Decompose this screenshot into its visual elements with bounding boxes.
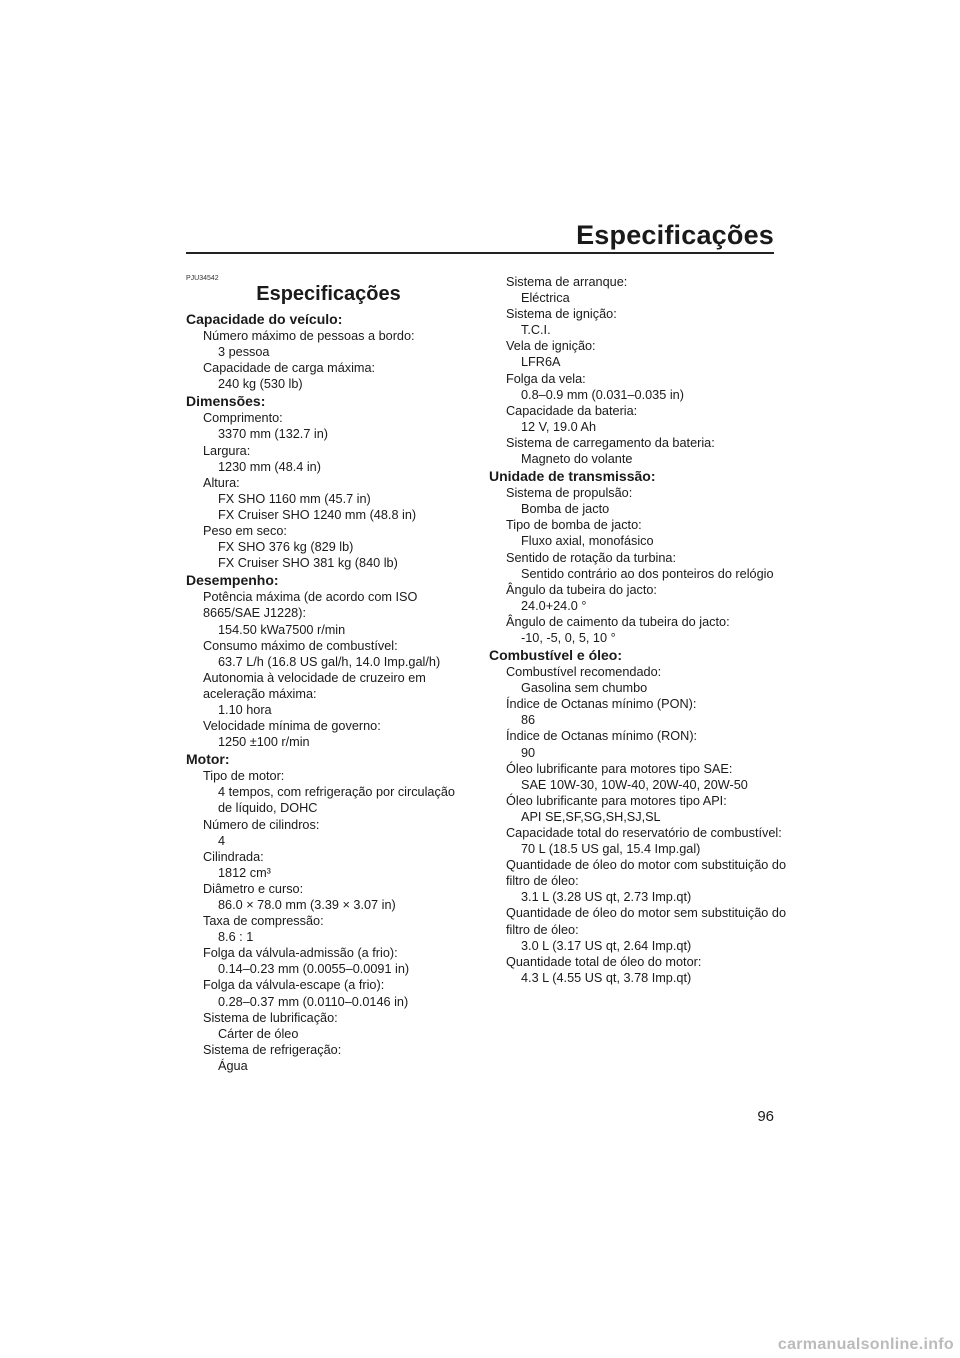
spec-item: [203, 977, 471, 1009]
spec-label: Comprimento:: [203, 411, 283, 426]
watermark: carmanualsonline.info: [777, 1336, 954, 1353]
spec-item: [203, 328, 471, 360]
spec-label: Capacidade de carga máxima:: [203, 361, 376, 376]
spec-label: Sentido de rotação da turbina:: [506, 550, 676, 565]
right-column: [489, 274, 789, 986]
spec-item: [203, 475, 471, 523]
spec-item: [506, 338, 789, 370]
spec-item: [506, 485, 789, 517]
spec-group: [186, 311, 471, 392]
spec-label: Sistema de ignição:: [506, 307, 617, 322]
spec-value: 154.50 kWa7500 r/min: [218, 622, 346, 637]
spec-item: [203, 913, 471, 945]
spec-label: Número máximo de pessoas a bordo:: [203, 329, 415, 343]
spec-value: 1250 ±100 r/min: [218, 735, 310, 750]
spec-item: [203, 670, 471, 718]
section-title: Especificações: [256, 283, 401, 305]
group-heading: Combustível e óleo:: [489, 647, 623, 664]
spec-label: Índice de Octanas mínimo (PON):: [506, 697, 697, 712]
spec-item: [506, 857, 789, 905]
spec-value: Cárter de óleo: [218, 1026, 299, 1041]
spec-value: 63.7 L/h (16.8 US gal/h, 14.0 Imp.gal/h): [218, 654, 441, 669]
spec-label: Capacidade total do reservatório de combustível:: [506, 826, 782, 840]
spec-label: Quantidade de óleo do motor com substituição do filtro de óleo:: [506, 858, 787, 889]
spec-item: [203, 360, 471, 392]
spec-group: [489, 647, 789, 986]
spec-label: Folga da válvula-admissão (a frio):: [203, 946, 398, 961]
spec-item: [203, 945, 471, 977]
spec-value: 70 L (18.5 US gal, 15.4 Imp.gal): [521, 842, 701, 857]
spec-label: Consumo máximo de combustível:: [203, 638, 398, 653]
spec-item: [203, 1010, 471, 1042]
spec-value: -10, -5, 0, 5, 10 °: [521, 630, 616, 645]
spec-group: [489, 274, 789, 467]
spec-label: Velocidade mínima de governo:: [203, 719, 381, 734]
spec-value: Bomba de jacto: [521, 502, 610, 517]
spec-label: Tipo de bomba de jacto:: [506, 518, 642, 533]
spec-label: Capacidade da bateria:: [506, 403, 638, 418]
spec-value: Magneto do volante: [521, 452, 633, 467]
spec-item: [506, 664, 789, 696]
group-heading: Desempenho:: [186, 572, 279, 589]
spec-value: Fluxo axial, monofásico: [521, 534, 654, 549]
spec-value: FX SHO 1160 mm (45.7 in): [218, 491, 371, 506]
spec-value: T.C.I.: [521, 323, 551, 338]
spec-value: 0.14–0.23 mm (0.0055–0.0091 in): [218, 962, 410, 977]
spec-item: [203, 718, 471, 750]
header-rule: [186, 252, 774, 254]
spec-label: Peso em seco:: [203, 524, 287, 539]
spec-item: [506, 435, 789, 467]
spec-label: Folga da válvula-escape (a frio):: [203, 978, 385, 993]
spec-item: [506, 403, 789, 435]
spec-label: Potência máxima (de acordo com ISO 8665/SAE J1228):: [203, 590, 418, 621]
spec-value: 3370 mm (132.7 in): [218, 427, 329, 442]
spec-value: 90: [521, 745, 536, 760]
spec-value: 3.1 L (3.28 US qt, 2.73 Imp.qt): [521, 890, 692, 905]
spec-value: Sentido contrário ao dos ponteiros do relógio: [521, 566, 774, 581]
spec-value: FX SHO 376 kg (829 lb): [218, 540, 354, 555]
spec-group: [489, 468, 789, 646]
spec-label: Sistema de propulsão:: [506, 486, 633, 501]
spec-item: [506, 550, 789, 582]
spec-value: 240 kg (530 lb): [218, 377, 303, 392]
spec-label: Ângulo da tubeira do jacto:: [506, 582, 657, 597]
spec-label: Sistema de refrigeração:: [203, 1042, 342, 1057]
spec-value: 86.0 × 78.0 mm (3.39 × 3.07 in): [218, 898, 396, 912]
spec-item: [203, 410, 471, 442]
spec-label: Vela de ignição:: [506, 339, 596, 354]
spec-item: [506, 905, 789, 953]
spec-label: Autonomia à velocidade de cruzeiro em aceleração máxima:: [203, 670, 426, 701]
right-spec-groups: [489, 274, 789, 986]
spec-group: [186, 393, 471, 571]
spec-value: Eléctrica: [521, 291, 570, 306]
spec-item: [203, 849, 471, 881]
spec-item: [203, 817, 471, 849]
spec-item: [506, 793, 789, 825]
group-heading: Motor:: [186, 751, 230, 768]
spec-label: Sistema de carregamento da bateria:: [506, 435, 715, 450]
spec-value: LFR6A: [521, 355, 561, 370]
spec-item: [506, 371, 789, 403]
spec-label: Folga da vela:: [506, 371, 586, 386]
spec-item: [203, 768, 471, 816]
spec-item: [506, 274, 789, 306]
spec-label: Óleo lubrificante para motores tipo SAE:: [506, 761, 733, 776]
spec-value: 4: [218, 833, 226, 848]
left-column: [186, 274, 471, 1074]
spec-label: Óleo lubrificante para motores tipo API:: [506, 793, 727, 808]
spec-value: 12 V, 19.0 Ah: [521, 419, 597, 434]
spec-item: [203, 881, 471, 913]
spec-value: 0.28–0.37 mm (0.0110–0.0146 in): [218, 994, 409, 1009]
spec-group: [186, 572, 471, 750]
spec-label: Sistema de lubrificação:: [203, 1010, 338, 1025]
spec-item: [203, 638, 471, 670]
spec-item: [203, 589, 471, 637]
spec-label: Ângulo de caimento da tubeira do jacto:: [506, 614, 730, 629]
spec-item: [506, 728, 789, 760]
spec-item: [506, 761, 789, 793]
spec-value: 1812 cm³: [218, 865, 271, 880]
spec-value: 3.0 L (3.17 US qt, 2.64 Imp.qt): [521, 938, 692, 953]
group-heading: Capacidade do veículo:: [186, 311, 343, 327]
spec-item: [203, 1042, 471, 1074]
spec-label: Altura:: [203, 475, 240, 490]
spec-value: 4 tempos, com refrigeração por circulação de líquido, DOHC: [218, 785, 455, 816]
spec-item: [203, 523, 471, 571]
spec-label: Largura:: [203, 443, 251, 458]
spec-value: SAE 10W-30, 10W-40, 20W-40, 20W-50: [521, 777, 748, 792]
spec-value: 86: [521, 713, 536, 728]
spec-item: [203, 443, 471, 475]
spec-label: Quantidade de óleo do motor sem substituição do filtro de óleo:: [506, 906, 787, 937]
spec-value: 1.10 hora: [218, 702, 272, 717]
spec-value: 1230 mm (48.4 in): [218, 459, 321, 474]
spec-item: [506, 696, 789, 728]
spec-value: FX Cruiser SHO 381 kg (840 lb): [218, 556, 398, 571]
spec-value: 0.8–0.9 mm (0.031–0.035 in): [521, 387, 684, 402]
spec-label: Diâmetro e curso:: [203, 881, 304, 896]
spec-value: Água: [218, 1058, 248, 1073]
spec-item: [506, 306, 789, 338]
spec-value: Gasolina sem chumbo: [521, 681, 648, 696]
group-heading: Dimensões:: [186, 393, 266, 410]
spec-label: Taxa de compressão:: [203, 914, 324, 929]
spec-label: Sistema de arranque:: [506, 275, 628, 289]
spec-item: [506, 954, 789, 986]
spec-value: FX Cruiser SHO 1240 mm (48.8 in): [218, 507, 417, 522]
spec-value: 8.6 : 1: [218, 930, 254, 945]
spec-label: Cilindrada:: [203, 849, 264, 864]
spec-label: Tipo de motor:: [203, 769, 285, 784]
header-title: Especificações: [576, 220, 774, 250]
page-number: 96: [757, 1108, 774, 1125]
spec-item: [506, 582, 789, 614]
group-heading: Unidade de transmissão:: [489, 468, 656, 485]
spec-value: 3 pessoa: [218, 345, 270, 360]
spec-label: Combustível recomendado:: [506, 665, 662, 680]
reference-code: PJU34542: [186, 275, 219, 282]
left-spec-groups: [186, 311, 471, 1074]
spec-item: [506, 517, 789, 549]
spec-label: Número de cilindros:: [203, 817, 320, 832]
spec-label: Índice de Octanas mínimo (RON):: [506, 729, 698, 744]
spec-item: [506, 614, 789, 646]
spec-value: 4.3 L (4.55 US qt, 3.78 Imp.qt): [521, 970, 692, 985]
spec-value: 24.0+24.0 °: [521, 598, 587, 613]
spec-value: API SE,SF,SG,SH,SJ,SL: [521, 809, 661, 824]
spec-label: Quantidade total de óleo do motor:: [506, 954, 702, 969]
spec-group: [186, 751, 471, 1074]
spec-item: [506, 825, 789, 857]
